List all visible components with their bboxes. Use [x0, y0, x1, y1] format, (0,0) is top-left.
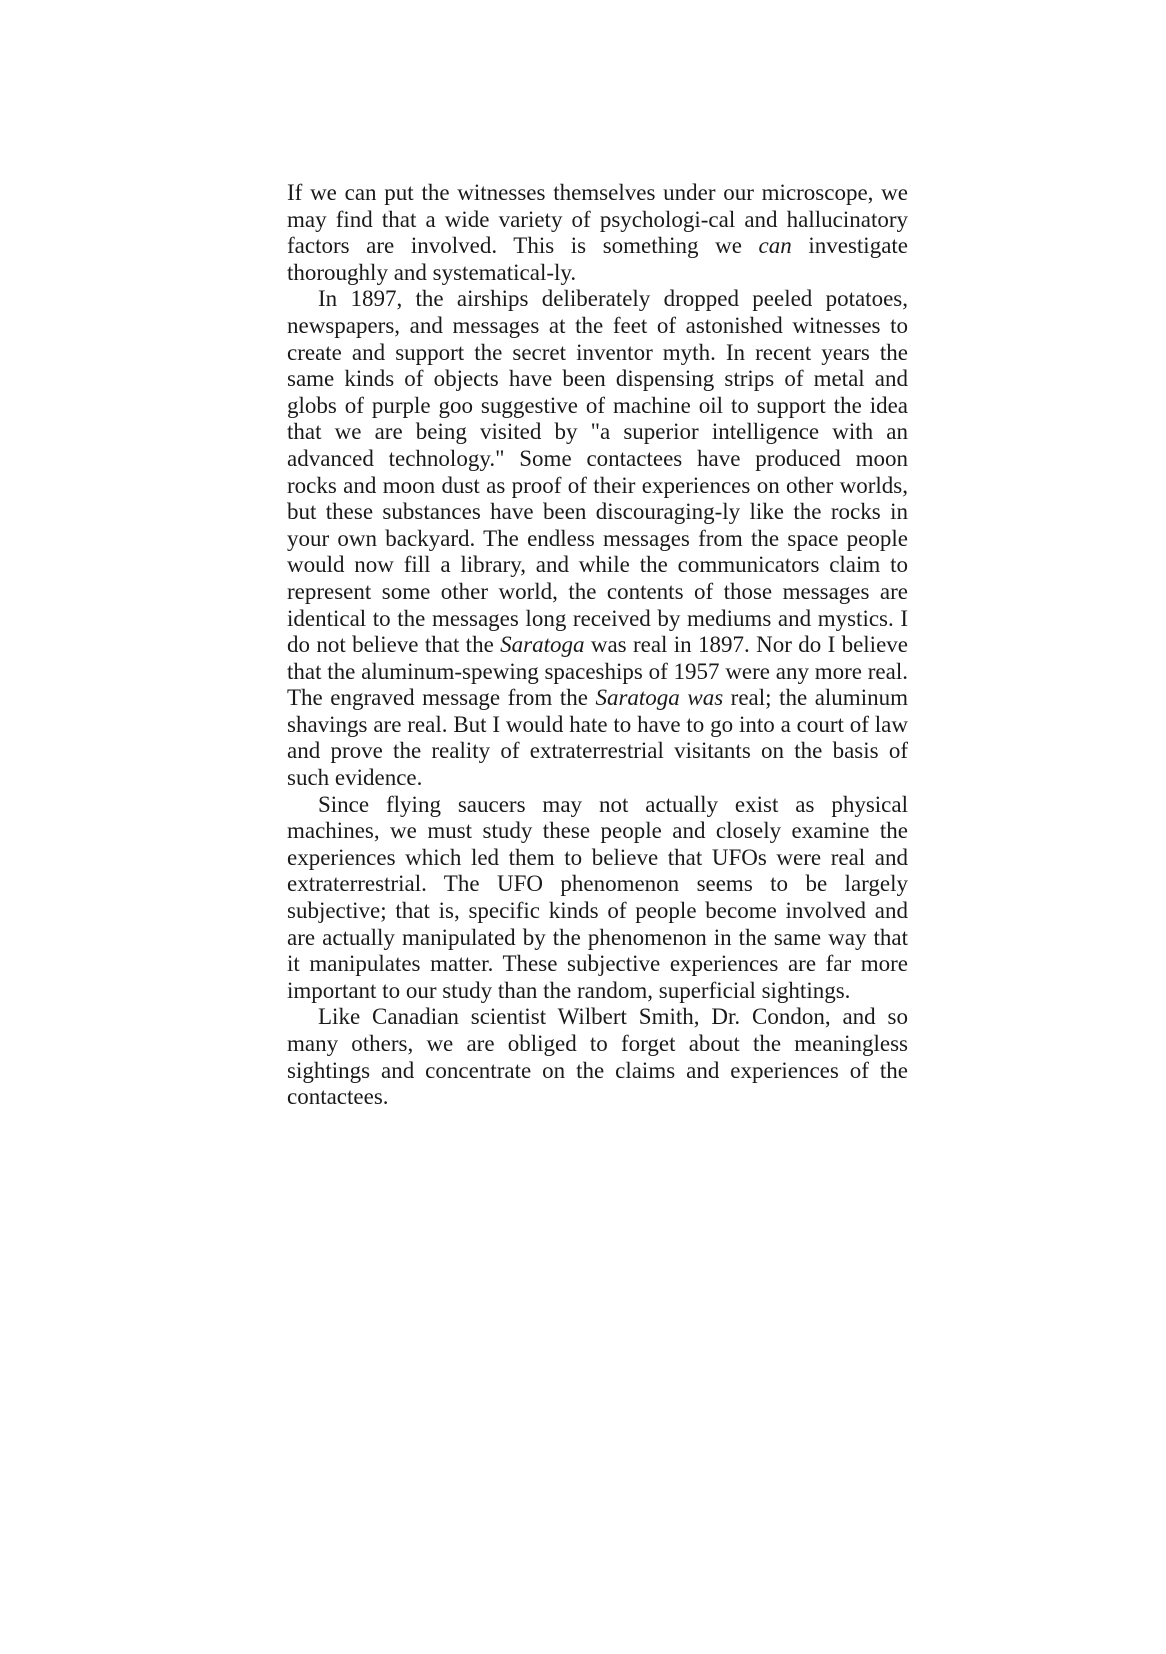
- paragraph-3: [287, 792, 908, 1005]
- text-span: was real in 1897. Nor do I believe that the aluminum-spewing spaceships of 1957 were any more real. The engraved message from the: [287, 632, 908, 711]
- italic-span: can: [758, 233, 792, 259]
- text-span: Since flying saucers may not actually exist as physical machines, we must study these people and closely examine the experiences which led them to believe that UFOs were real and extraterrestrial. The UFO phenomenon seems to be largely subjective; that is, specific kinds of people become involved and are actually manipulated by the phenomenon in the same way that it manipulates matter. These subjective experiences are far more important to our study than the random, superficial sightings.: [287, 791, 908, 1003]
- paragraph-1: [287, 180, 908, 286]
- body-text: [287, 180, 908, 1111]
- paragraph-4: [287, 1004, 908, 1110]
- italic-span: Saratoga: [500, 632, 585, 658]
- text-span: Like Canadian scientist Wilbert Smith, Dr. Condon, and so many others, we are obliged to forget about the meaningless sightings and concentrate on the claims and experiences of the contactees.: [287, 1004, 908, 1110]
- italic-span: Saratoga was: [595, 685, 724, 711]
- paragraph-2: [287, 286, 908, 791]
- text-span: In 1897, the airships deliberately dropped peeled potatoes, newspapers, and messages at the feet of astonished witnesses to create and support the secret inventor myth. In recent years the same kinds of objects have been dispensing strips of metal and globs of purple goo suggestive of machine oil to support the idea that we are being visited by "a superior intelligence with an advanced technology." Some contactees have produced moon rocks and moon dust as proof of their experiences on other worlds, but these substances have been discouraging-ly like the rocks in your own backyard. The endless messages from the space people would now fill a library, and while the communicators claim to represent some other world, the contents of those messages are identical to the messages long received by mediums and mystics. I do not believe that the: [287, 286, 908, 658]
- text-span: investigate thoroughly and systematical-ly.: [287, 233, 908, 285]
- text-span: If we can put the witnesses themselves under our microscope, we may find that a wide variety of psychologi-cal and hallucinatory factors are involved. This is something we: [287, 180, 908, 259]
- text-span: real; the aluminum shavings are real. But I would hate to have to go into a court of law and prove the reality of extraterrestrial visitants on the basis of such evidence.: [287, 685, 908, 791]
